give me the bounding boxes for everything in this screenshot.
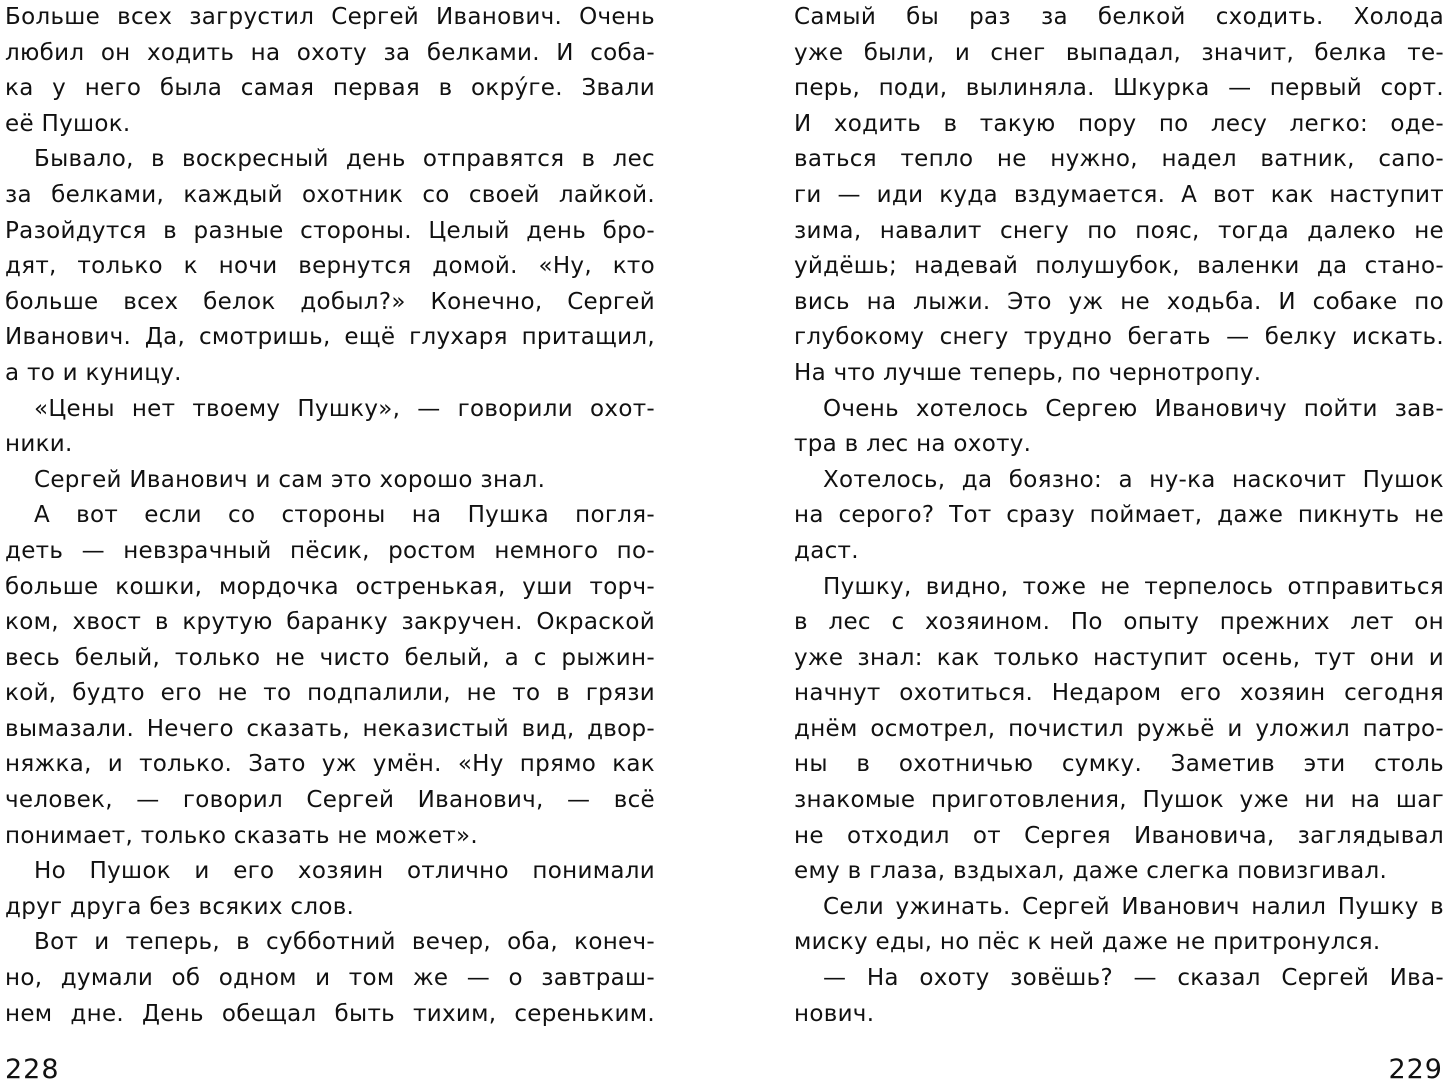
paragraph (794, 961, 1444, 1032)
text-line: днём осмотрел, почистил ружьё и уложил патро- (794, 715, 1444, 742)
text-line: больше кошки, мордочка остренькая, уши торч- (5, 573, 655, 600)
text-line: Больше всех загрустил Сергей Иванович. Очень (5, 4, 655, 30)
paragraph (5, 463, 655, 499)
paragraph (794, 890, 1444, 961)
text-line: тра в лес на охоту. (794, 431, 1032, 458)
text-line: Пушку, видно, тоже не терпелось отправиться (823, 573, 1444, 600)
text-line: Вот и теперь, в субботний вечер, оба, конеч- (34, 929, 655, 956)
text-line: Сели ужинать. Сергей Иванович налил Пушку в (823, 893, 1444, 920)
text-line: перь, поди, вылиняла. Шкурка — первый сорт. (794, 75, 1444, 102)
text-line: ка у него была самая первая в окру́ге. Звали (5, 75, 655, 102)
paragraph (5, 925, 655, 1032)
text-line: человек, — говорил Сергей Иванович, — всё (5, 787, 655, 814)
text-line: нович. (794, 1000, 875, 1027)
paragraph (5, 142, 655, 391)
text-line: Иванович. Да, смотришь, ещё глухаря притащил, (5, 324, 655, 351)
text-line: любил он ходить на охоту за белками. И соба- (5, 39, 655, 66)
text-line: вись на лыжи. Это уж не ходьба. И собаке по (794, 288, 1444, 315)
paragraph (5, 392, 655, 463)
text-line: И ходить в такую пору по лесу легко: оде- (794, 110, 1444, 137)
text-line: её Пушок. (5, 110, 131, 137)
text-line: уже знал: как только наступит осень, тут они и (794, 644, 1444, 671)
text-line: ны в охотничью сумку. Заметив эти столь (794, 751, 1444, 778)
paragraph (5, 854, 655, 925)
left-page-text (5, 0, 655, 1032)
text-line: за белками, каждый охотник со своей лайкой. (5, 181, 655, 208)
text-line: но, думали об одном и том же — о завтраш- (5, 965, 655, 992)
text-line: вымазали. Нечего сказать, неказистый вид, двор- (5, 715, 655, 742)
text-line: не отходил от Сергея Ивановича, заглядывал (794, 822, 1444, 849)
paragraph (794, 0, 1444, 392)
text-line: зима, навалит снегу по пояс, тогда далеко не (794, 217, 1444, 244)
text-line: На что лучше теперь, по чернотропу. (794, 359, 1262, 386)
text-line: няжка, и только. Зато уж умён. «Ну прямо как (5, 751, 655, 778)
text-line: даст. (794, 537, 859, 564)
paragraph (794, 570, 1444, 890)
text-line: — На охоту зовёшь? — сказал Сергей Ива- (823, 965, 1444, 992)
text-line: ком, хвост в крутую баранку закручен. Окраской (5, 609, 655, 636)
text-line: в лес с хозяином. По опыту прежних лет он (794, 609, 1444, 636)
text-line: нем дне. День обещал быть тихим, сереньким. (5, 1000, 655, 1027)
text-line: друг друга без всяких слов. (5, 893, 355, 920)
text-line: а то и куницу. (5, 359, 182, 386)
text-line: Сергей Иванович и сам это хорошо знал. (34, 466, 546, 493)
text-line: Бывало, в воскресный день отправятся в лес (34, 146, 655, 173)
text-line: уже были, и снег выпадал, значит, белка те- (794, 39, 1444, 66)
text-line: ему в глаза, вздыхал, даже слегка повизгивал. (794, 858, 1388, 885)
text-line: деть — невзрачный пёсик, ростом немного по- (5, 537, 655, 564)
text-line: понимает, только сказать не может». (5, 822, 479, 849)
paragraph (5, 498, 655, 854)
text-line: Но Пушок и его хозяин отлично понимали (34, 858, 655, 885)
paragraph (794, 392, 1444, 463)
text-line: кой, будто его не то подпалили, не то в грязи (5, 680, 655, 707)
text-line: на серого? Тот сразу поймает, даже пикнуть не (794, 502, 1444, 529)
text-line: дят, только к ночи вернутся домой. «Ну, кто (5, 253, 655, 280)
text-line: ваться тепло не нужно, надел ватник, сапо- (794, 146, 1444, 173)
text-line: Очень хотелось Сергею Ивановичу пойти зав- (823, 395, 1444, 422)
text-line: Разойдутся в разные стороны. Целый день бро- (5, 217, 655, 244)
text-line: Самый бы раз за белкой сходить. Холода (794, 4, 1444, 30)
text-line: миску еды, но пёс к ней даже не притронулся. (794, 929, 1381, 956)
text-line: глубокому снегу трудно бегать — белку искать. (794, 324, 1444, 351)
text-line: А вот если со стороны на Пушка погля- (34, 502, 655, 529)
text-line: уйдёшь; надевай полушубок, валенки да стано- (794, 253, 1444, 280)
paragraph (794, 463, 1444, 570)
text-line: «Цены нет твоему Пушку», — говорили охот- (34, 395, 655, 422)
text-line: начнут охотиться. Недаром его хозяин сегодня (794, 680, 1444, 707)
text-line: ги — иди куда вздумается. А вот как наступит (794, 181, 1444, 208)
page-number-left: 228 (5, 1054, 60, 1085)
text-line: весь белый, только не чисто белый, а с рыжин- (5, 644, 655, 671)
right-page-text (794, 0, 1444, 1032)
page-number-right: 229 (1388, 1054, 1443, 1085)
text-line: больше всех белок добыл?» Конечно, Сергей (5, 288, 655, 315)
text-line: Хотелось, да боязно: а ну-ка наскочит Пушок (823, 466, 1444, 493)
text-line: ники. (5, 431, 73, 458)
paragraph (5, 0, 655, 142)
text-line: знакомые приготовления, Пушок уже ни на шаг (794, 787, 1444, 814)
